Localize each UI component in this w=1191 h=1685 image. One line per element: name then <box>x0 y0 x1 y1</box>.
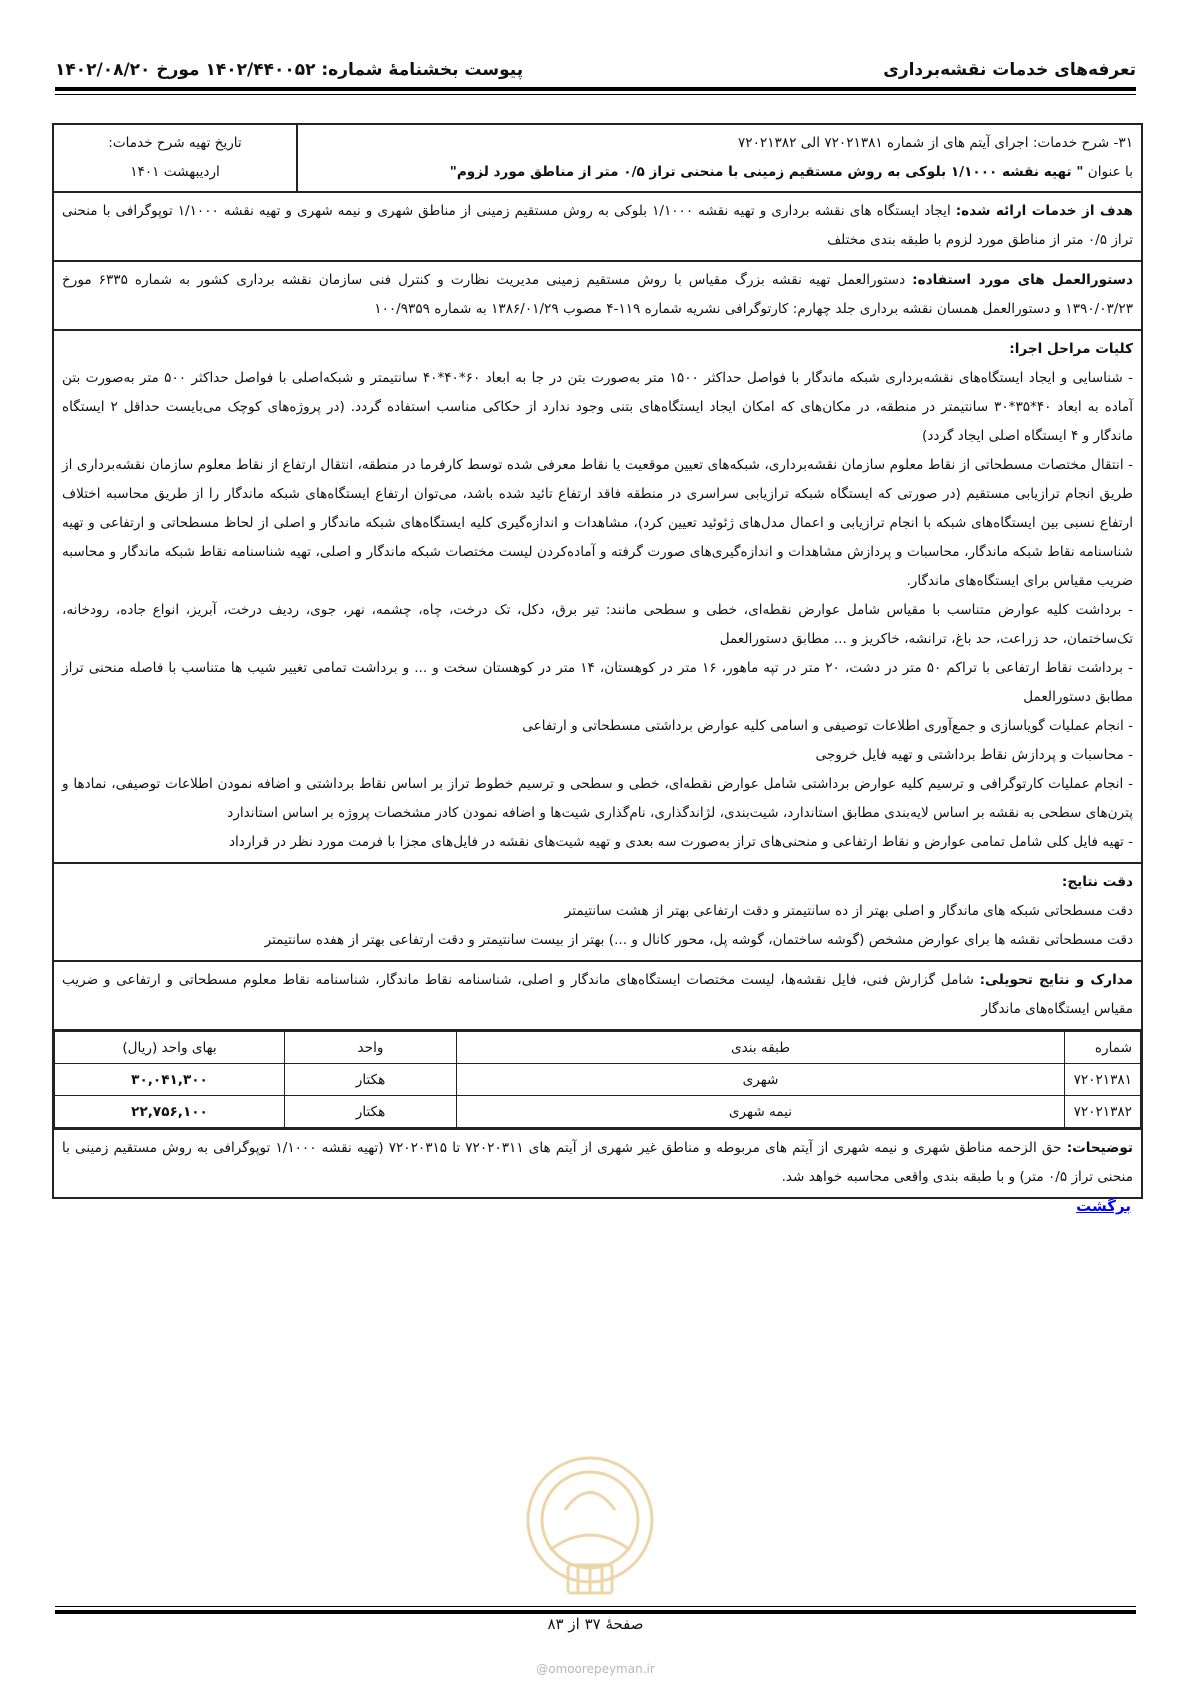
back-link[interactable]: برگشت <box>1076 1197 1131 1215</box>
step-item: - برداشت کلیه عوارض متناسب با مقیاس شامل عوارض نقطه‌ای، خطی و سطحی مانند: تیر برق، دکل، تک درخت، چاه، چشمه، نهر، جوی، ردیف درخت، آبریز، انواع جاده، رودخانه، تک‌ساختمان، حد زراعت، حد باغ، ترانشه، خاکریز و ... مطابق دستورالعمل <box>62 602 1133 647</box>
standards-text: دستورالعمل تهیه نقشه بزرگ مقیاس با روش مستقیم زمینی مدیریت نظارت و کنترل فنی سازمان نقشه برداری کشور به شماره ۶۳۳۵ مورخ ۱۳۹۰/۰۳/۲۳ و دستورالعمل همسان نقشه برداری جلد چهارم: کارتوگرافی نشریه شماره ۱۱۹-۴ مصوب ۱۳۸۶/۰۱/۲۹ به شماره ۱۰۰/۹۳۵۹ <box>62 272 1133 317</box>
goal-text: ایجاد ایستگاه های نقشه برداری و تهیه نقشه ۱/۱۰۰۰ بلوکی به روش مستقیم زمینی از مناطق شهری و نیمه شهری و تهیه نقشه ۱/۱۰۰۰ توپوگرافی با منحنی تراز ۰/۵ متر از مناطق مورد لزوم با طبقه بندی مختلف <box>62 203 1133 248</box>
row-unit: هکتار <box>285 1096 457 1128</box>
row-number: ۷۲۰۲۱۳۸۲ <box>1065 1096 1141 1128</box>
notes-text: حق الزحمه مناطق شهری و نیمه شهری از آیتم های مربوطه و مناطق غیر شهری از آیتم های ۷۲۰۲۰۳۱۱ تا ۷۲۰۲۰۳۱۵ (تهیه نقشه ۱/۱۰۰۰ توپوگرافی به روش مستقیم زمینی با منحنی تراز ۰/۵ متر) و با طبقه بندی واقعی محاسبه خواهد شد. <box>62 1140 1133 1185</box>
table-row <box>55 1096 1141 1128</box>
step-item: - انتقال مختصات مسطحاتی از نقاط معلوم سازمان نقشه‌برداری، شبکه‌های تعیین موقعیت یا نقاط معرفی شده توسط کارفرما در منطقه، انتقال ارتفاع از نقاط معلوم سازمان نقشه‌برداری از طریق انجام ترازیابی مستقیم (در صورتی که ایستگاه شبکه ترازیابی سراسری در منطقه فاقد ارتفاع تائید شده باشد، می‌توان ارتفاع ایستگاه‌های شبکه ماندگار را از طریق محاسبه اختلاف ارتفاع نسبی بین ایستگاه‌های شبکه با انجام ترازیابی و اعمال مدل‌های ژئوئید تعیین کرد)، مشاهدات و اندازه‌گیری کلیه ایستگاه‌های شبکه ماندگار و اصلی از لحاظ مسطحاتی و ارتفاعی و تهیه شناسنامه نقاط شبکه ماندگار، محاسبات و پردازش مشاهدات و اندازه‌گیری‌های صورت گرفته و آماده‌کردن لیست مختصات شبکه ماندگار و اصلی، تهیه شناسنامه نقاط شبکه ماندگار و محاسبه ضریب مقیاس برای ایستگاه‌های ماندگار. <box>62 457 1133 589</box>
service-items-line: ۳۱- شرح خدمات: اجرای آیتم های از شماره ۷۲۰۲۱۳۸۱ الی ۷۲۰۲۱۳۸۲ <box>737 135 1133 151</box>
row-classification: نیمه شهری <box>457 1096 1065 1128</box>
attachment-reference: پیوست بخشنامهٔ شماره: ۱۴۰۲/۴۴۰۰۵۲ مورخ ۱۴۰۲/۰۸/۲۰ <box>55 60 524 80</box>
notes-section <box>54 1130 1141 1197</box>
steps-label: کلیات مراحل اجرا: <box>1009 341 1133 357</box>
standards-label: دستورالعمل های مورد استفاده: <box>912 272 1133 288</box>
service-title-row <box>54 125 1141 193</box>
deliverables-text: شامل گزارش فنی، فایل نقشه‌ها، لیست مختصات ایستگاه‌های ماندگار و اصلی، شناسنامه نقاط ماندگار، شناسنامه نقاط معلوم مسطحاتی و ارتفاعی و ضریب مقیاس ایستگاه‌های ماندگار <box>62 972 1133 1017</box>
deliverables-section <box>54 962 1141 1031</box>
step-item: - انجام عملیات گویاسازی و جمع‌آوری اطلاعات توصیفی و اسامی کلیه عوارض برداشتی مسطحاتی و ارتفاعی <box>522 718 1133 734</box>
row-unit: هکتار <box>285 1064 457 1096</box>
price-table-wrapper <box>54 1031 1141 1130</box>
row-classification: شهری <box>457 1064 1065 1096</box>
notes-label: توضیحات: <box>1066 1140 1133 1156</box>
watermark-url: @omoorepeyman.ir <box>536 1662 655 1676</box>
accuracy-label: دقت نتایج: <box>1061 874 1133 890</box>
service-date-value: اردیبهشت ۱۴۰۱ <box>130 164 220 180</box>
step-item: - انجام عملیات کارتوگرافی و ترسیم کلیه عوارض برداشتی شامل عوارض نقطه‌ای، خطی و سطحی و ترسیم خطوط تراز بر اساس نقاط برداشتی و اضافه نمودن اطلاعات توصیفی، نمادها و پترن‌های سطحی به نقشه بر اساس لایه‌بندی مطابق استاندارد، شیت‌بندی، لژاندگذاری، نام‌گذاری شیت‌ها و اضافه نمودن کادر مشخصات پروژه بر اساس استاندارد <box>62 776 1133 821</box>
price-table <box>54 1031 1141 1128</box>
document-title: تعرفه‌های خدمات نقشه‌برداری <box>883 60 1136 80</box>
service-title-prefix: با عنوان <box>1083 164 1133 180</box>
step-item: - شناسایی و ایجاد ایستگاه‌های نقشه‌برداری شبکه ماندگار با فواصل حداکثر ۱۵۰۰ متر به‌صورت بتن در جا به ابعاد ۶۰*۴۰*۴۰ سانتیمتر و شبکه‌اصلی با فواصل حداکثر ۵۰۰ متر به‌صورت بتن آماده به ابعاد ۴۰*۳۵*۳۰ سانتیمتر در منطقه، در مکان‌های که امکان ایجاد ایستگاه‌های بتنی وجود ندارد از حکاکی مناسب استفاده گردد. (در پروژه‌های کوچک می‌بایست حداقل ۲ ایستگاه ماندگار و ۴ ایستگاه اصلی ایجاد گردد) <box>62 370 1133 444</box>
service-description <box>296 125 1141 191</box>
accuracy-section <box>54 864 1141 962</box>
goal-section <box>54 193 1141 262</box>
header-classification: طبقه بندی <box>457 1032 1065 1064</box>
footer-rule-thin <box>55 1606 1136 1607</box>
steps-section <box>54 331 1141 864</box>
standards-section <box>54 262 1141 331</box>
step-item: - برداشت نقاط ارتفاعی با تراکم ۵۰ متر در دشت، ۲۰ متر در تپه ماهور، ۱۶ متر در کوهستان، ۱۴ متر در کوهستان سخت و ... و برداشت تمامی تغییر شیب ها متناسب با فاصله منحنی تراز مطابق دستورالعمل <box>62 660 1133 705</box>
page-number: صفحهٔ ۳۷ از ۸۳ <box>547 1615 644 1633</box>
service-title: " تهیه نقشه ۱/۱۰۰۰ بلوکی به روش مستقیم زمینی با منحنی تراز ۰/۵ متر از مناطق مورد لزوم" <box>449 164 1084 180</box>
table-header-row <box>55 1032 1141 1064</box>
step-item: - محاسبات و پردازش نقاط برداشتی و تهیه فایل خروجی <box>815 747 1133 763</box>
service-date-cell <box>54 125 296 191</box>
header-unit: واحد <box>285 1032 457 1064</box>
accuracy-item: دقت مسطحاتی نقشه ها برای عوارض مشخص (گوشه ساختمان، گوشه پل، محور کانال و ...) بهتر از بیست سانتیمتر و دقت ارتفاعی بهتر از هفده سانتیمتر <box>264 932 1133 948</box>
row-unit-price: ۲۲,۷۵۶,۱۰۰ <box>55 1096 285 1128</box>
header-unit-price: بهای واحد (ریال) <box>55 1032 285 1064</box>
page-header <box>55 52 1136 92</box>
deliverables-label: مدارک و نتایج تحویلی: <box>979 972 1133 988</box>
header-number: شماره <box>1065 1032 1141 1064</box>
accuracy-item: دقت مسطحاتی شبکه های ماندگار و اصلی بهتر از ده سانتیمتر و دقت ارتفاعی بهتر از هشت سانتیمتر <box>564 903 1133 919</box>
footer-rule-thick <box>55 1610 1136 1614</box>
service-date-label: تاریخ تهیه شرح خدمات: <box>108 135 242 151</box>
row-unit-price: ۳۰,۰۴۱,۳۰۰ <box>55 1064 285 1096</box>
seal-watermark-icon <box>510 1440 670 1605</box>
goal-label: هدف از خدمات ارائه شده: <box>955 203 1133 219</box>
service-title-line <box>306 158 1133 187</box>
header-rule-thin <box>55 94 1136 95</box>
service-sheet <box>52 123 1143 1199</box>
row-number: ۷۲۰۲۱۳۸۱ <box>1065 1064 1141 1096</box>
header-rule-thick <box>55 87 1136 91</box>
table-row <box>55 1064 1141 1096</box>
step-item: - تهیه فایل کلی شامل تمامی عوارض و نقاط ارتفاعی و منحنی‌های تراز به‌صورت سه بعدی و تهیه شیت‌های نقشه در فایل‌های مجزا با فرمت مورد نظر در قرارداد <box>228 834 1133 850</box>
